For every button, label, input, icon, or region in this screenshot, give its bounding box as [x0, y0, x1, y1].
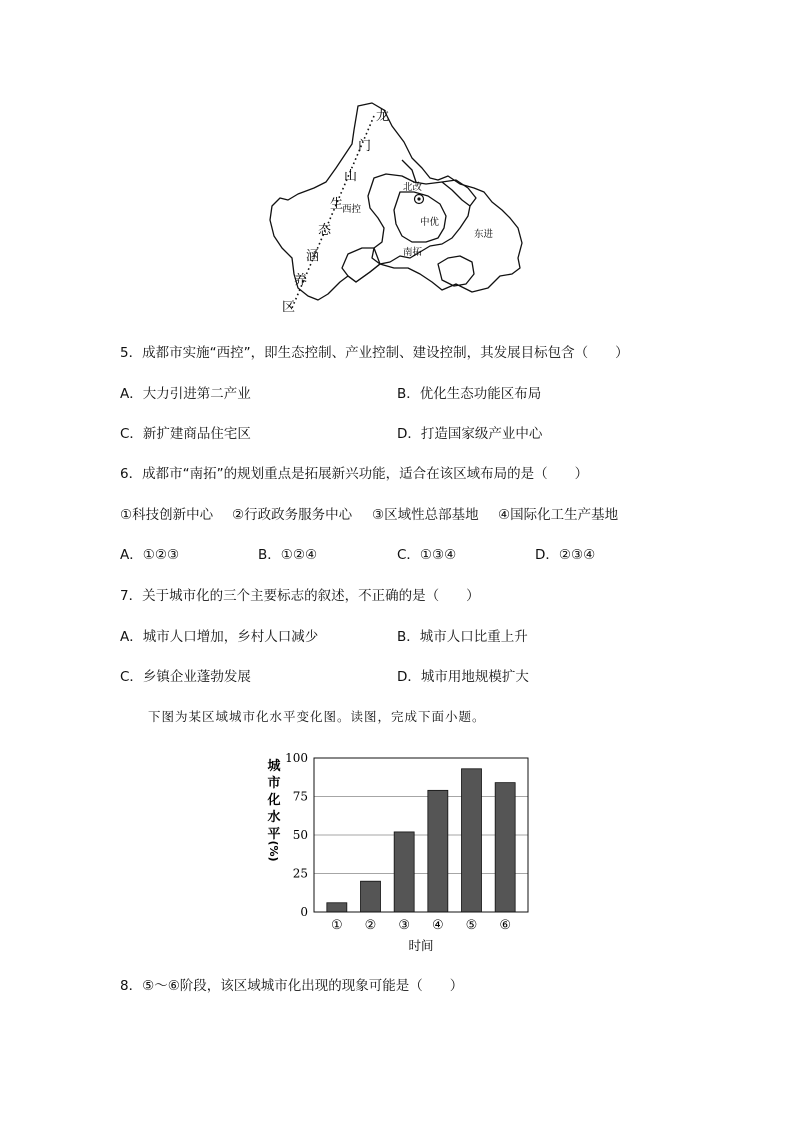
- question-6-item-2: ②行政政务服务中心: [232, 507, 353, 523]
- map-vertical-char: 山: [344, 169, 358, 184]
- map-north-divider: [402, 160, 416, 182]
- question-6-option-c[interactable]: C．①③④: [397, 547, 457, 563]
- map-vertical-char: 生: [330, 197, 344, 212]
- question-5-option-c[interactable]: C．新扩建商品住宅区: [120, 426, 251, 442]
- question-7-option-d[interactable]: D．城市用地规模扩大: [397, 669, 529, 685]
- map-region-north: 北改: [403, 182, 423, 193]
- chart-bar: [428, 790, 448, 912]
- chart-ylabel-char: (%): [267, 840, 280, 862]
- question-6-option-a[interactable]: A．①②③: [120, 547, 180, 563]
- question-6-item-3: ③区域性总部基地: [372, 507, 479, 523]
- question-6-item-4: ④国际化工生产基地: [498, 507, 619, 523]
- chart-xtick-label: ④: [432, 918, 444, 933]
- question-7-option-a[interactable]: A．城市人口增加，乡村人口减少: [120, 629, 319, 645]
- question-6-option-d[interactable]: D．②③④: [535, 547, 596, 563]
- government-marker-icon: [415, 195, 424, 204]
- chart-bar: [462, 769, 482, 912]
- question-5-option-a[interactable]: A．大力引进第二产业: [120, 386, 251, 402]
- chart-ytick-label: 0: [300, 905, 308, 919]
- map-vertical-char: 涵: [306, 249, 320, 264]
- question-7-option-c[interactable]: C．乡镇企业蓬勃发展: [120, 669, 251, 685]
- chart-ylabel-char: 水: [267, 810, 281, 825]
- chart-ytick-label: 25: [292, 866, 308, 881]
- map-region-center: 中优: [420, 217, 440, 228]
- urbanization-bar-chart: [262, 746, 534, 958]
- chart-ytick-label: 100: [285, 751, 308, 765]
- map-vertical-char: 养: [294, 273, 308, 288]
- chart-xtick-label: ③: [398, 918, 410, 933]
- chart-xlabel: 时间: [408, 938, 434, 953]
- question-7-stem: 7．关于城市化的三个主要标志的叙述，不正确的是（ ）: [120, 588, 480, 604]
- question-5-option-d[interactable]: D．打造国家级产业中心: [397, 426, 543, 442]
- chart-xtick-label: ②: [364, 918, 377, 933]
- chart-xtick-label: ①: [331, 918, 343, 933]
- question-6-item-1: ①科技创新中心: [120, 507, 214, 523]
- map-region-east: 东进: [474, 229, 494, 240]
- chart-ytick-label: 50: [292, 828, 308, 842]
- chengdu-planning-map: [262, 98, 534, 320]
- question-6-stem: 6．成都市“南拓”的规划重点是拓展新兴功能，适合在该区域布局的是（ ）: [120, 466, 589, 482]
- chart-ylabel-char: 城: [267, 759, 281, 774]
- map-vertical-char: 龙: [376, 109, 390, 124]
- chart-bar: [361, 881, 381, 912]
- chart-bar: [394, 832, 414, 912]
- chart-bar: [327, 903, 347, 912]
- chart-bar: [495, 783, 515, 912]
- chart-ylabel-char: 化: [267, 793, 281, 808]
- question-7-option-b[interactable]: B．城市人口比重上升: [397, 629, 528, 645]
- chart-intro-text: 下图为某区域城市化水平变化图。读图，完成下面小题。: [148, 709, 486, 724]
- question-5-option-b[interactable]: B．优化生态功能区布局: [397, 386, 542, 402]
- question-5-stem: 5．成都市实施“西控”，即生态控制、产业控制、建设控制，其发展目标包含（ ）: [120, 345, 629, 361]
- chart-ytick-label: 75: [292, 789, 308, 804]
- map-region-west: 西控: [342, 204, 362, 215]
- chart-xtick-label: ⑤: [465, 918, 478, 933]
- chart-ylabel-char: 平: [267, 827, 281, 842]
- map-vertical-char: 门: [358, 139, 372, 154]
- map-vertical-char: 区: [282, 300, 296, 315]
- map-vertical-char: 态: [318, 223, 332, 238]
- map-region-south: 南拓: [403, 247, 423, 258]
- chart-ylabel: [266, 759, 281, 862]
- chart-ylabel-char: 市: [267, 776, 281, 791]
- question-6-option-b[interactable]: B．①②④: [258, 547, 318, 563]
- question-8-stem: 8．⑤～⑥阶段，该区域城市化出现的现象可能是（ ）: [120, 978, 464, 994]
- map-outer-boundary: [270, 103, 522, 300]
- chart-xtick-label: ⑥: [499, 918, 511, 933]
- map-southeast-lobe: [438, 256, 474, 286]
